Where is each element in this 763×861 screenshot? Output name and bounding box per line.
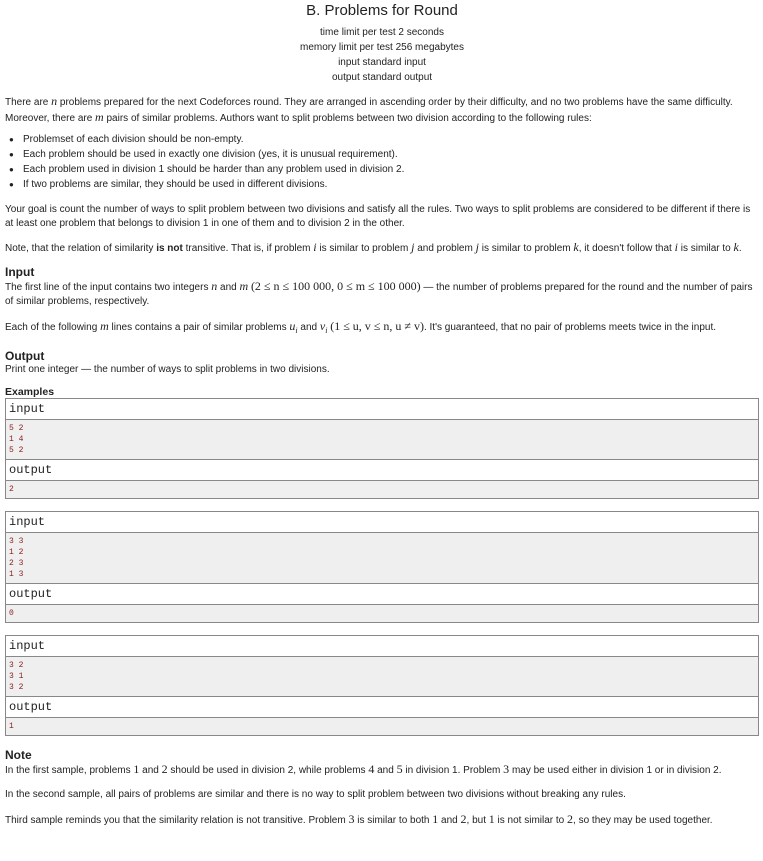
problem-statement (0, 2, 763, 828)
time-limit: time limit per test 2 seconds (320, 27, 444, 38)
math-num: 2 (567, 812, 574, 826)
output-text: Print one integer — the number of ways to split problems in two divisions. (5, 364, 330, 375)
text: The first line of the input contains two integers (5, 282, 212, 293)
output-section (5, 349, 759, 377)
text: — the number of problems prepared for the round and the number of pairs of similar problems, respectively. (5, 282, 753, 307)
example-output-1 (5, 460, 759, 499)
statement-paragraph-1 (5, 94, 759, 126)
input-paragraph-2 (5, 319, 759, 338)
example-output-code[interactable]: 1 (6, 718, 758, 735)
output-heading: Output (5, 349, 45, 363)
math-subscript: i (295, 326, 298, 335)
math-constraints: (2 ≤ n ≤ 100 000, 0 ≤ m ≤ 100 000) (250, 279, 421, 293)
text: Note, that the relation of similarity (5, 243, 157, 254)
text: and (217, 282, 240, 293)
rule-item: ● Problemset of each division should be non-empty. (23, 132, 759, 147)
rules-list (5, 132, 759, 192)
math-var: u (289, 319, 296, 333)
example-input-code[interactable]: 5 2 1 4 5 2 (6, 420, 758, 459)
example-output-header: output (6, 460, 758, 481)
input-file: input standard input (338, 57, 426, 68)
text: is similar to problem (316, 243, 412, 254)
text: and (438, 815, 461, 826)
text: is not similar to (494, 815, 568, 826)
math-var: k (733, 240, 739, 254)
example-input-code[interactable]: 3 3 1 2 2 3 1 3 (6, 533, 758, 583)
memory-limit: memory limit per test 256 megabytes (300, 42, 464, 53)
rule-item: ● Each problem should be used in exactly one division (yes, it is unusual requirement). (23, 147, 759, 162)
math-num: 1 (432, 812, 439, 826)
text: problems prepared for the next Codeforces round. They are arranged in ascending order by their difficulty, and no two problems have the same difficulty. Moreover, there are (5, 97, 733, 124)
examples (5, 398, 759, 736)
note-paragraph-3 (5, 812, 759, 828)
math-var: m (95, 110, 104, 124)
example-output-3 (5, 697, 759, 736)
text: . It's guaranteed, that no pair of problems meets twice in the input. (423, 322, 717, 333)
math-subscript: i (325, 326, 328, 335)
math-num: 2 (161, 762, 168, 776)
text: is similar to both (354, 815, 433, 826)
example-input-2 (5, 511, 759, 584)
rule-item: ● Each problem used in division 1 should be harder than any problem used in division 2. (23, 162, 759, 177)
math-var: k (573, 240, 579, 254)
input-section (5, 265, 759, 338)
problem-title: B. Problems for Round (306, 2, 458, 19)
input-paragraph-1 (5, 279, 759, 309)
text: , but (466, 815, 489, 826)
text: lines contains a pair of similar problems (108, 322, 290, 333)
math-num: 2 (460, 812, 467, 826)
math-var: m (100, 319, 109, 333)
text: and (139, 765, 162, 776)
text: Third sample reminds you that the similarity relation is not transitive. Problem (5, 815, 349, 826)
text: , it doesn't follow that (578, 243, 675, 254)
note-paragraph-2: In the second sample, all pairs of problems are similar and there is no way to split problem between two divisions without breaking any rules. (5, 789, 626, 800)
text: , so they may be used together. (573, 815, 713, 826)
math-var: n (51, 94, 58, 108)
example-output-2 (5, 584, 759, 623)
rule-item: ● If two problems are similar, they should be used in different divisions. (23, 177, 759, 192)
text: . (738, 243, 742, 254)
text: Each of the following (5, 322, 101, 333)
note-paragraph-1 (5, 762, 759, 778)
text: and (374, 765, 397, 776)
example-output-code[interactable]: 0 (6, 605, 758, 622)
text: should be used in division 2, while problems (167, 765, 369, 776)
math-num: 4 (368, 762, 375, 776)
examples-label: Examples (5, 386, 55, 398)
example-output-header: output (6, 584, 758, 605)
math-var: i (674, 240, 678, 254)
example-input-header: input (6, 512, 758, 533)
text: is similar to problem (478, 243, 574, 254)
problem-limits (5, 25, 759, 85)
math-num: 3 (503, 762, 510, 776)
math-num: 3 (348, 812, 355, 826)
example-input-header: input (6, 399, 758, 420)
math-var: n (211, 279, 218, 293)
example-output-code[interactable]: 2 (6, 481, 758, 498)
math-var: i (313, 240, 317, 254)
note-heading: Note (5, 748, 32, 762)
input-heading: Input (5, 265, 35, 279)
math-num: 1 (488, 812, 495, 826)
output-file: output standard output (331, 72, 433, 83)
example-input-3 (5, 635, 759, 697)
example-output-header: output (6, 697, 758, 718)
text: In the first sample, problems (5, 765, 134, 776)
text: pairs of similar problems. Authors want to split problems between two division according to the following rules: (103, 113, 592, 124)
text: There are (5, 97, 52, 108)
bold-text: is not (156, 243, 183, 254)
text: and problem (414, 243, 476, 254)
example-input-1 (5, 398, 759, 460)
math-num: 1 (133, 762, 140, 776)
example-input-code[interactable]: 3 2 3 1 3 2 (6, 657, 758, 696)
math-num: 5 (396, 762, 403, 776)
text: transitive. That is, if problem (182, 243, 314, 254)
note-section (5, 748, 759, 828)
math-constraints: (1 ≤ u, v ≤ n, u ≠ v) (330, 319, 424, 333)
text: in division 1. Problem (402, 765, 504, 776)
text: may be used either in division 1 or in division 2. (509, 765, 722, 776)
statement-paragraph-2: Your goal is count the number of ways to split problem between two divisions and satisfy all the rules. Two ways to split problems are considered to be different if there is at least one problem that belongs to division 1 in one of them and to division 2 in the other. (5, 204, 751, 229)
math-var: m (239, 279, 249, 293)
statement-paragraph-3 (5, 240, 759, 256)
math-var: v (319, 319, 326, 333)
math-var: j (411, 240, 415, 254)
text: and (297, 322, 320, 333)
text: is similar to (677, 243, 734, 254)
math-var: j (475, 240, 479, 254)
example-input-header: input (6, 636, 758, 657)
